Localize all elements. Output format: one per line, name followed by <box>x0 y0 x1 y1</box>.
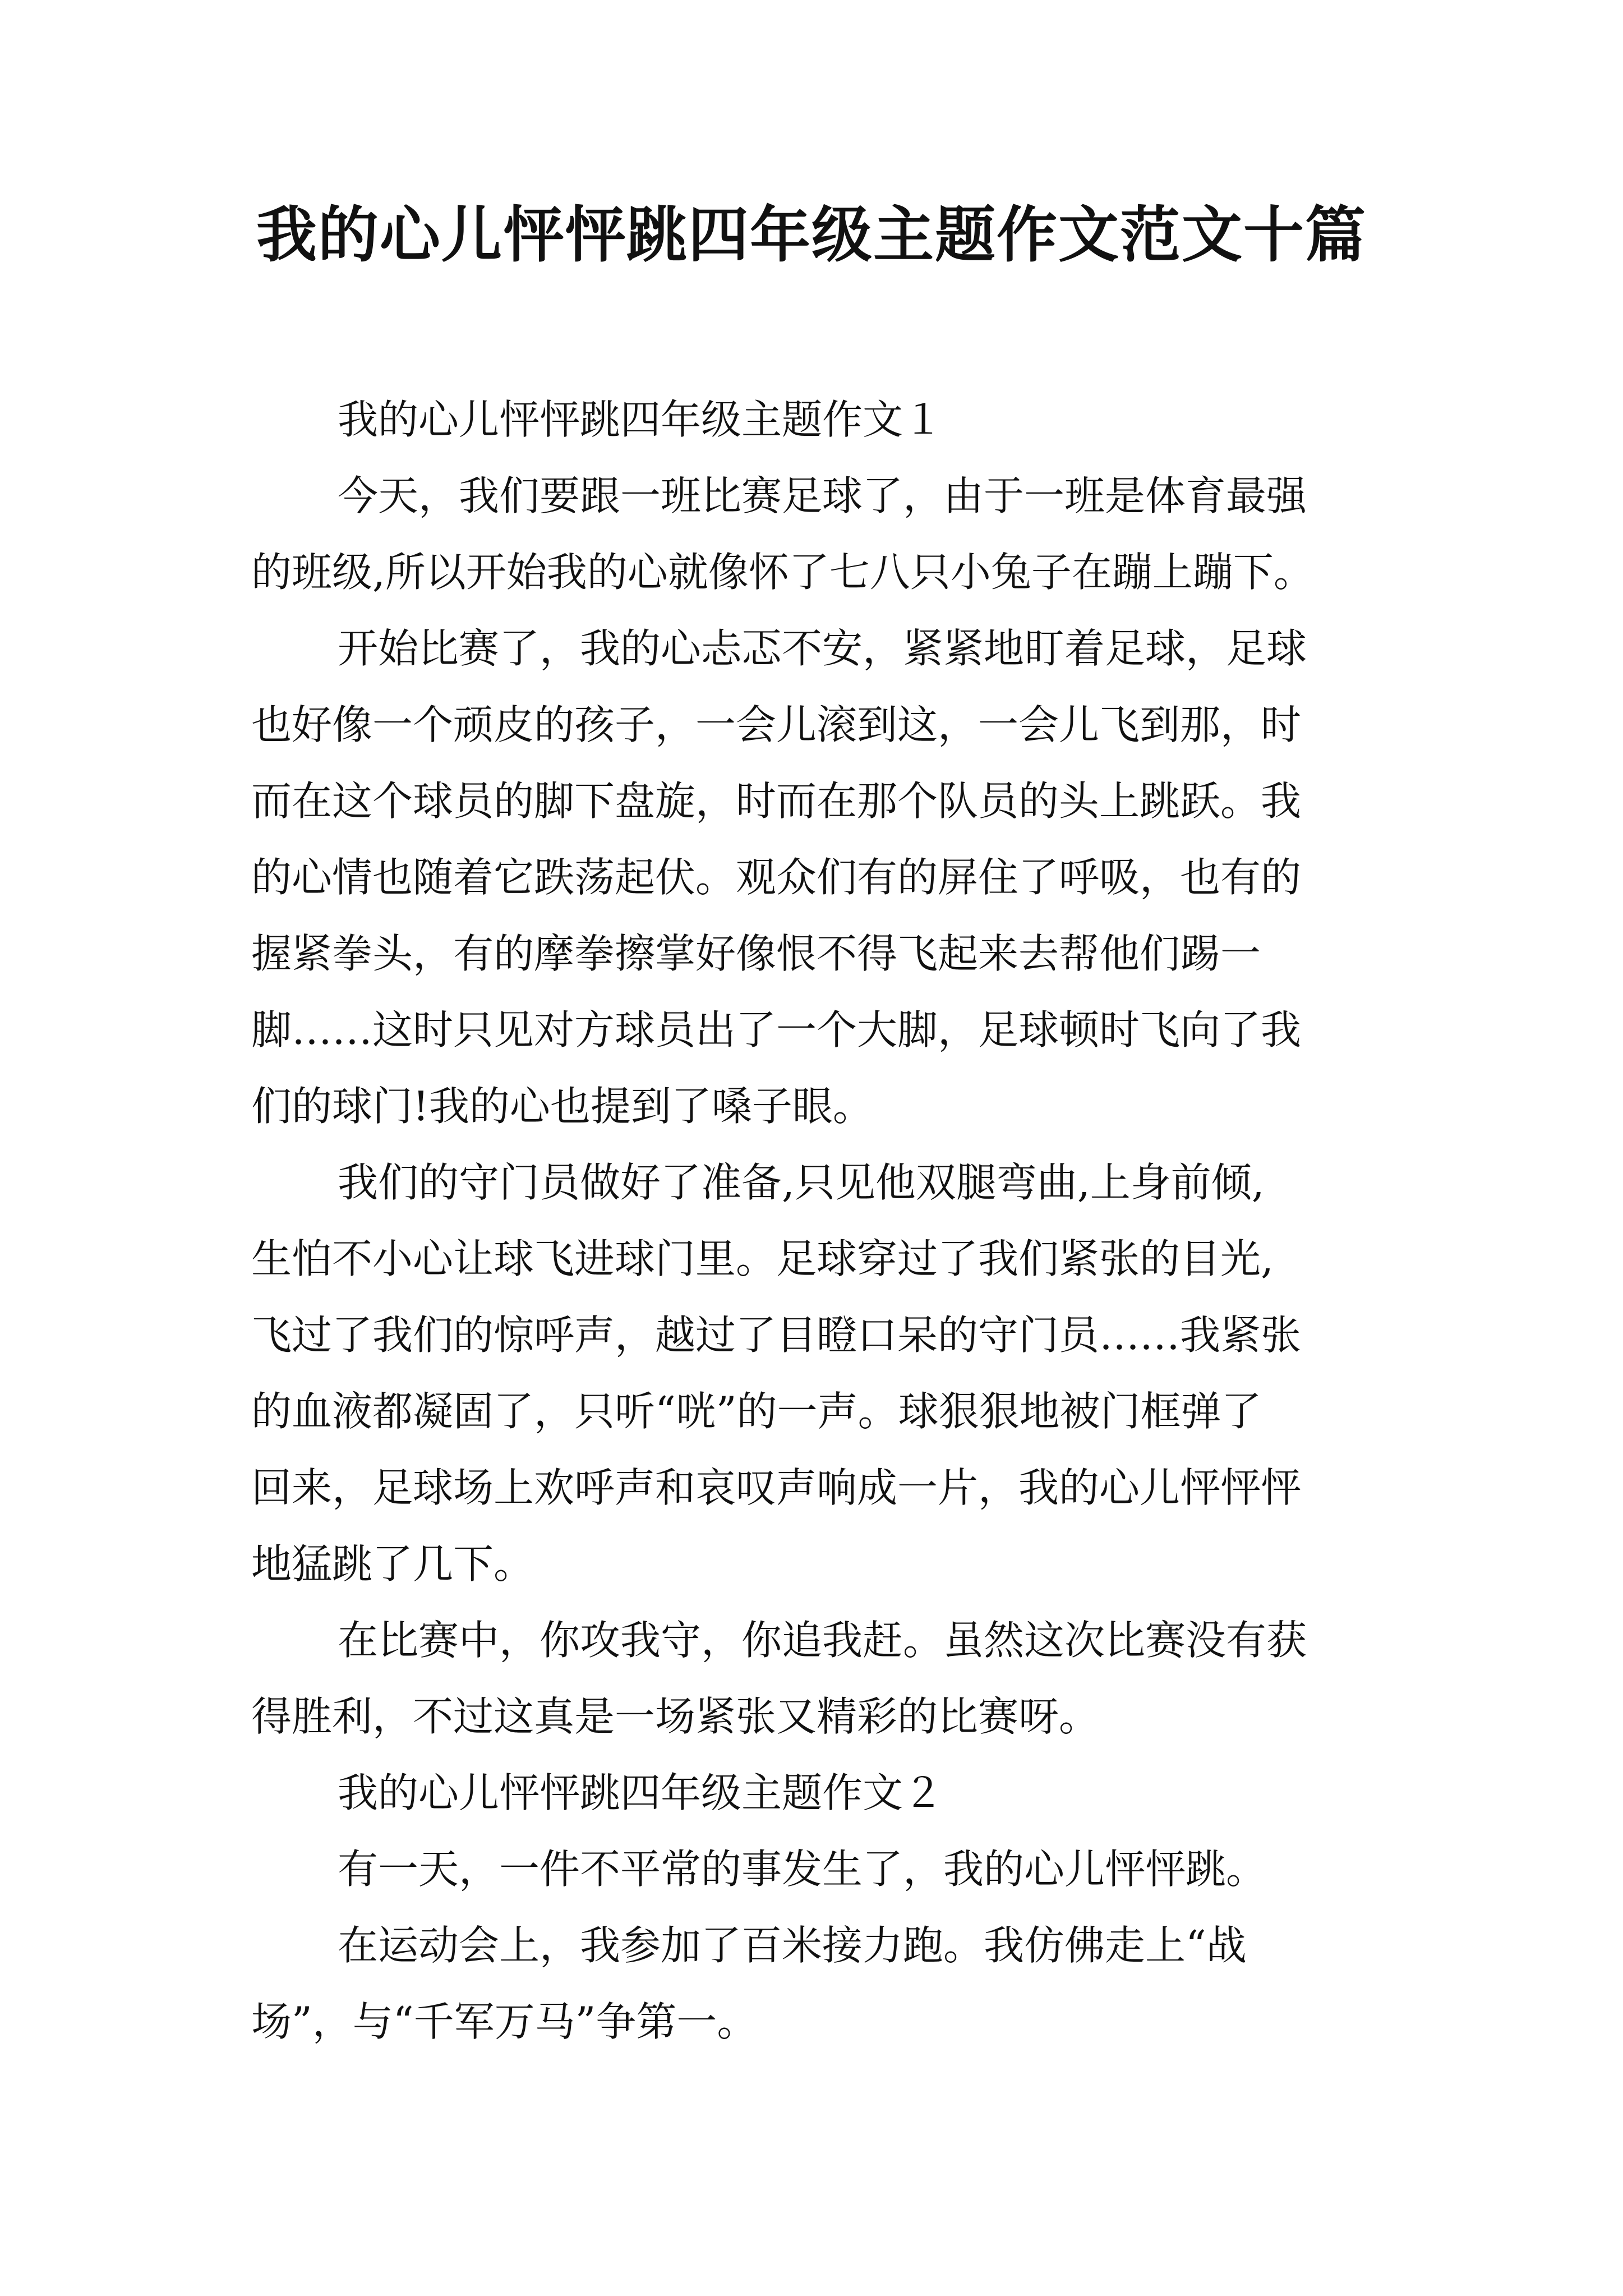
text-line: 飞过了我们的惊呼声，越过了目瞪口呆的守门员……我紧张 <box>251 1312 1302 1359</box>
text-line: 开始比赛了，我的心忐忑不安，紧紧地盯着足球，足球 <box>338 625 1307 672</box>
text-line: 有一天，一件不平常的事发生了，我的心儿怦怦跳。 <box>338 1846 1267 1893</box>
text-line: 生怕不小心让球飞进球门里。足球穿过了我们紧张的目光, <box>251 1235 1274 1282</box>
text-line: 的血液都凝固了，只听“咣”的一声。球狠狠地被门框弹了 <box>251 1388 1262 1435</box>
text-line: 今天，我们要跟一班比赛足球了，由于一班是体育最强 <box>338 472 1307 519</box>
text-line: 的心情也随着它跌荡起伏。观众们有的屏住了呼吸，也有的 <box>251 854 1302 901</box>
text-line: 的班级,所以开始我的心就像怀了七八只小兔子在蹦上蹦下。 <box>251 549 1314 596</box>
document-title: 我的心儿怦怦跳四年级主题作文范文十篇 <box>256 200 1367 270</box>
document-body <box>251 381 1378 2060</box>
text-line: 我们的守门员做好了准备,只见他双腿弯曲,上身前倾, <box>338 1159 1265 1206</box>
text-line: 回来，足球场上欢呼声和哀叹声响成一片，我的心儿怦怦怦 <box>251 1464 1302 1511</box>
text-line: 我的心儿怦怦跳四年级主题作文１ <box>338 396 944 443</box>
text-line: 在比赛中，你攻我守，你追我赶。虽然这次比赛没有获 <box>338 1617 1307 1664</box>
text-line: 我的心儿怦怦跳四年级主题作文２ <box>338 1769 944 1816</box>
text-line: 握紧拳头，有的摩拳擦掌好像恨不得飞起来去帮他们踢一 <box>251 930 1261 977</box>
text-line: 得胜利，不过这真是一场紧张又精彩的比赛呀。 <box>251 1693 1100 1740</box>
text-line: 也好像一个顽皮的孩子，一会儿滚到这，一会儿飞到那，时 <box>251 701 1302 748</box>
text-line: 们的球门!我的心也提到了嗓子眼。 <box>251 1083 873 1130</box>
text-line: 地猛跳了几下。 <box>251 1540 534 1588</box>
text-line: 场”，与“千军万马”争第一。 <box>251 1998 758 2045</box>
text-line: 在运动会上，我参加了百米接力跑。我仿佛走上“战 <box>338 1922 1247 1969</box>
text-line: 脚……这时只见对方球员出了一个大脚，足球顿时飞向了我 <box>251 1006 1302 1053</box>
text-line: 而在这个球员的脚下盘旋，时而在那个队员的头上跳跃。我 <box>251 777 1302 825</box>
